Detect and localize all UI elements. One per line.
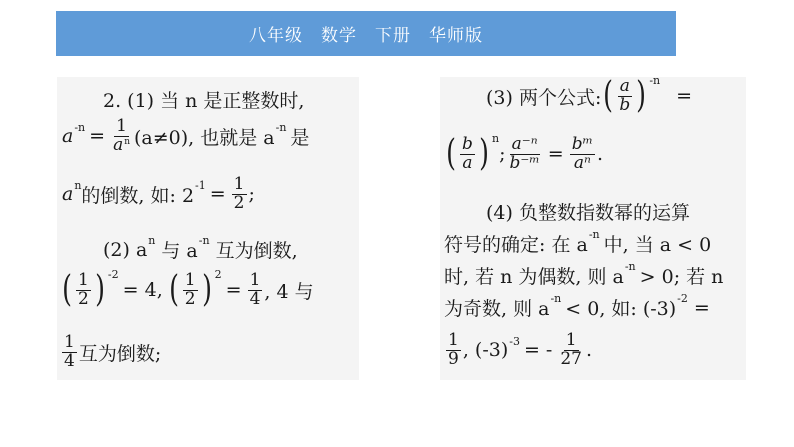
fraction: $\frac{1}{2}$ [233, 174, 245, 213]
header-banner [56, 11, 676, 56]
left-line-6: $\frac{1}{4}$ 互为倒数; [64, 332, 162, 371]
right-line-7: $\frac{1}{9}$ , (-3) -3 = - $\frac{1}{27}$ . [448, 330, 593, 369]
fraction: $\frac{1}{4}$ [64, 332, 75, 371]
right-line-2: ( $\frac{b}{a}$ ) n ; $\frac{\text{a⁻ⁿ}}{\text{b⁻ᵐ}}$ = $\frac{\text{bᵐ}}{\text{aⁿ}}$ . [446, 131, 604, 175]
fraction: $\frac{\text{a⁻ⁿ}}{\text{b⁻ᵐ}}$ [509, 134, 540, 173]
banner-title: 八年级 数学 下册 华师版 [249, 26, 483, 46]
left-line-3: a n 的倒数, 如: 2 -1 = $\frac{1}{2}$ ; [62, 174, 255, 213]
left-line-4: (2) a n 与 a -n 互为倒数, [103, 234, 298, 262]
fraction: $\frac{1}{27}$ [560, 330, 582, 369]
fraction: $\frac{\text{bᵐ}}{\text{aⁿ}}$ [571, 134, 593, 173]
right-line-4: 符号的确定: 在 a -n 中, 当 a < 0 [444, 228, 712, 256]
fraction: $\frac{1}{2}$ [184, 270, 196, 309]
fraction: $\frac{a}{b}$ [619, 76, 631, 115]
right-line-6: 为奇数, 则 a -n < 0, 如: (-3) -2 = [444, 292, 710, 320]
fraction: $\frac{1}{2}$ [78, 270, 89, 309]
fraction: $\frac{1}{4}$ [249, 270, 261, 309]
left-line-5: ( $\frac{1}{2}$ ) -2 = 4, ( $\frac{1}{2}$ ) 2 = $\frac{1}{4}$ , 4 与 [62, 267, 314, 311]
left-line-1: 2. (1) 当 n 是正整数时, [103, 90, 305, 112]
left-line-2: a -n = $\frac{1}{a^n}$ (a≠0), 也就是 a -n 是 [62, 116, 310, 155]
right-line-5: 时, 若 n 为偶数, 则 a -n > 0; 若 n [444, 260, 724, 288]
fraction: $\frac{1}{9}$ [448, 330, 459, 369]
right-line-3: (4) 负整数指数幂的运算 [486, 202, 690, 224]
fraction: $\frac{b}{a}$ [462, 134, 473, 173]
fraction: $\frac{1}{a^n}$ [113, 116, 130, 155]
right-line-1: (3) 两个公式: ( $\frac{a}{b}$ ) -n = [486, 73, 693, 117]
